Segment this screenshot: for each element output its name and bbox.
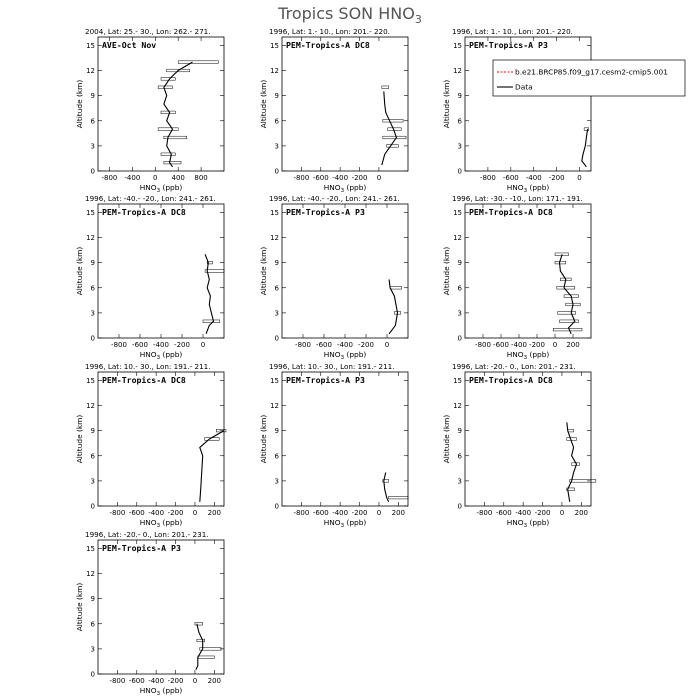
figure-title-subscript: 3 <box>414 13 422 26</box>
x-axis-label <box>507 183 550 194</box>
panels <box>75 27 596 697</box>
y-tick-label: 0 <box>90 334 95 343</box>
y-tick-label: 3 <box>274 142 279 151</box>
range-bar <box>158 128 178 131</box>
panel-caption: PEM-Tropics-A DC8 <box>102 375 186 385</box>
y-tick-label: 6 <box>90 452 95 461</box>
y-tick-label: 12 <box>453 234 462 242</box>
x-tick-label: -600 <box>495 509 512 517</box>
range-bar <box>161 153 175 156</box>
x-tick-label: -200 <box>358 341 374 349</box>
figure-title <box>277 4 422 26</box>
x-axis-label <box>324 350 367 361</box>
y-tick-label: 0 <box>90 670 95 679</box>
x-axis-label-unit: (ppb) <box>527 350 550 359</box>
x-axis-label-unit: (ppb) <box>527 518 550 527</box>
x-tick-label: 0 <box>200 341 206 349</box>
plot-frame <box>282 204 408 338</box>
plot-frame <box>465 372 591 506</box>
x-tick-label: 200 <box>391 509 405 517</box>
y-tick-label: 6 <box>274 117 279 126</box>
x-tick-label: -800 <box>109 509 126 517</box>
y-tick-label: 6 <box>90 620 95 629</box>
range-bar <box>390 286 402 289</box>
panel-header: 1996, Lat: 10.- 30., Lon: 191.- 211. <box>269 362 395 371</box>
panel-header: 1996, Lat: 10.- 30., Lon: 191.- 211. <box>85 362 211 371</box>
x-axis-label-unit: (ppb) <box>344 183 367 192</box>
x-tick-label: -200 <box>351 174 368 182</box>
x-axis-label <box>140 686 183 697</box>
y-tick-label: 9 <box>457 259 462 268</box>
plot-frame <box>98 540 224 674</box>
plot-frame <box>282 372 408 506</box>
y-tick-label: 9 <box>457 427 462 436</box>
x-tick-label: -400 <box>153 341 169 349</box>
y-tick-label: 3 <box>90 645 95 654</box>
x-axis-label-main: HNO <box>323 350 341 359</box>
x-tick-label: -600 <box>493 341 509 349</box>
plot-frame <box>282 37 408 171</box>
legend-data-label: Data <box>515 82 533 92</box>
plot-frame <box>465 37 591 171</box>
x-tick-label: -600 <box>128 677 145 685</box>
y-tick-label: 3 <box>457 477 462 486</box>
x-axis-label-main: HNO <box>139 183 157 192</box>
x-tick-label: -400 <box>515 509 532 517</box>
y-tick-label: 12 <box>270 67 279 75</box>
panel-header: 2004, Lat: 25.- 30., Lon: 262.- 271. <box>85 27 211 36</box>
x-axis-label-subscript: 3 <box>340 523 345 529</box>
panel <box>442 194 591 361</box>
data-line <box>567 422 577 502</box>
y-tick-label: 15 <box>86 208 95 217</box>
x-axis-label-subscript: 3 <box>340 188 345 194</box>
y-tick-label: 12 <box>270 234 279 242</box>
x-axis-label-main: HNO <box>506 518 524 527</box>
x-tick-label: -800 <box>475 341 491 349</box>
panel-caption: PEM-Tropics-A P3 <box>286 375 365 385</box>
y-tick-label: 6 <box>90 117 95 126</box>
x-tick-label: -800 <box>293 509 310 517</box>
x-tick-label: -400 <box>332 174 349 182</box>
y-tick-label: 9 <box>274 427 279 436</box>
y-tick-label: 12 <box>270 402 279 410</box>
y-tick-label: 15 <box>86 41 95 50</box>
y-tick-label: 9 <box>90 595 95 604</box>
panel-caption: PEM-Tropics-A P3 <box>469 40 548 50</box>
x-axis-label-main: HNO <box>323 183 341 192</box>
y-axis-label: Altitude (km) <box>75 79 84 129</box>
x-tick-label: -800 <box>101 174 118 182</box>
range-bar <box>203 320 220 323</box>
panel-caption: AVE-Oct Nov <box>102 40 157 50</box>
x-tick-label: 200 <box>566 341 580 349</box>
range-bar <box>195 622 203 625</box>
x-axis-label <box>140 518 183 529</box>
y-tick-label: 0 <box>90 502 95 511</box>
x-axis-label-subscript: 3 <box>156 691 161 697</box>
x-tick-label: 0 <box>153 174 158 182</box>
y-tick-label: 0 <box>457 502 462 511</box>
x-tick-label: -600 <box>312 174 329 182</box>
range-bar <box>557 286 575 289</box>
x-tick-label: -600 <box>132 341 148 349</box>
x-tick-label: -200 <box>548 174 565 182</box>
y-tick-label: 15 <box>453 208 462 217</box>
y-tick-label: 3 <box>274 477 279 486</box>
x-tick-label: -400 <box>332 509 349 517</box>
y-tick-label: 0 <box>274 502 279 511</box>
panel <box>75 27 224 194</box>
x-tick-label: -400 <box>124 174 141 182</box>
x-axis-label <box>324 518 367 529</box>
range-bar <box>558 312 576 315</box>
y-tick-label: 15 <box>270 376 279 385</box>
panel-caption: PEM-Tropics-A DC8 <box>469 207 553 217</box>
y-tick-label: 0 <box>274 334 279 343</box>
range-bar <box>382 86 389 89</box>
y-tick-label: 12 <box>453 402 462 410</box>
panel-caption: PEM-Tropics-A P3 <box>286 207 365 217</box>
y-axis-label: Altitude (km) <box>442 79 451 129</box>
x-axis-label-subscript: 3 <box>156 188 161 194</box>
y-tick-label: 3 <box>457 309 462 318</box>
range-bar <box>198 656 214 659</box>
y-tick-label: 9 <box>457 92 462 101</box>
x-tick-label: 0 <box>559 509 565 517</box>
data-line <box>582 129 588 167</box>
x-tick-label: -600 <box>502 174 519 182</box>
panel-caption: PEM-Tropics-A DC8 <box>286 40 370 50</box>
y-tick-label: 3 <box>274 309 279 318</box>
x-tick-label: -800 <box>476 509 493 517</box>
y-axis-label: Altitude (km) <box>75 414 84 464</box>
x-tick-label: -200 <box>351 509 368 517</box>
y-tick-label: 15 <box>86 544 95 553</box>
y-tick-label: 15 <box>86 376 95 385</box>
x-tick-label: 0 <box>376 509 382 517</box>
panel <box>75 362 226 529</box>
y-tick-label: 9 <box>274 92 279 101</box>
x-tick-label: -200 <box>167 677 184 685</box>
x-tick-label: 0 <box>376 174 382 182</box>
x-tick-label: -600 <box>128 509 145 517</box>
x-tick-label: 0 <box>552 341 558 349</box>
range-bar <box>560 320 579 323</box>
x-axis-label-main: HNO <box>506 350 524 359</box>
range-bar <box>568 429 574 432</box>
panel-header: 1996, Lat: -40.- -20., Lon: 241.- 261. <box>269 194 400 203</box>
x-tick-label: -200 <box>167 509 184 517</box>
x-tick-label: -400 <box>148 677 165 685</box>
data-line <box>560 254 575 333</box>
x-axis-label <box>507 518 550 529</box>
x-tick-label: -400 <box>148 509 165 517</box>
x-axis-label-subscript: 3 <box>156 355 161 361</box>
y-tick-label: 12 <box>86 234 95 242</box>
x-tick-label: -800 <box>479 174 496 182</box>
x-axis-label-unit: (ppb) <box>160 686 183 695</box>
y-tick-label: 12 <box>86 402 95 410</box>
y-tick-label: 15 <box>270 208 279 217</box>
y-tick-label: 6 <box>457 452 462 461</box>
panel-header: 1996, Lat: 1.- 10., Lon: 201.- 220. <box>269 27 390 36</box>
x-tick-label: -200 <box>174 341 190 349</box>
y-tick-label: 6 <box>90 284 95 293</box>
y-axis-label: Altitude (km) <box>442 246 451 296</box>
range-bar <box>567 438 577 441</box>
x-tick-label: -400 <box>337 341 353 349</box>
x-axis-label-unit: (ppb) <box>527 183 550 192</box>
range-bar <box>553 328 582 331</box>
figure-title-main: Tropics SON HNO <box>278 4 415 23</box>
panel-header: 1996, Lat: -40.- -20., Lon: 241.- 261. <box>85 194 216 203</box>
x-tick-label: 800 <box>194 174 208 182</box>
y-tick-label: 15 <box>453 41 462 50</box>
panel <box>442 27 591 194</box>
x-axis-label-subscript: 3 <box>340 355 345 361</box>
x-tick-label: -200 <box>529 341 545 349</box>
x-axis-label-main: HNO <box>323 518 341 527</box>
panel-header: 1996, Lat: -20.- 0., Lon: 201.- 231. <box>85 530 209 539</box>
x-axis-label <box>324 183 367 194</box>
y-axis-label: Altitude (km) <box>75 582 84 632</box>
x-axis-label-unit: (ppb) <box>160 350 183 359</box>
y-tick-label: 15 <box>270 41 279 50</box>
range-bar <box>387 145 399 148</box>
legend-model-label: b.e21.BRCP85.f09_g17.cesm2-cmip5.001 <box>515 67 668 77</box>
x-tick-label: -600 <box>316 341 332 349</box>
panel-header: 1996, Lat: -30.- -10., Lon: 171.- 191. <box>452 194 583 203</box>
range-bar <box>388 128 402 131</box>
x-axis-label-subscript: 3 <box>156 523 161 529</box>
y-tick-label: 0 <box>457 167 462 176</box>
data-line <box>205 254 213 333</box>
data-line <box>382 91 397 165</box>
y-tick-label: 6 <box>457 284 462 293</box>
plot-frame <box>98 372 224 506</box>
data-line <box>384 473 389 502</box>
x-axis-label-unit: (ppb) <box>160 518 183 527</box>
y-tick-label: 3 <box>90 309 95 318</box>
x-tick-label: 0 <box>577 174 582 182</box>
x-tick-label: -800 <box>293 174 310 182</box>
panel <box>75 530 224 697</box>
x-tick-label: -400 <box>511 341 527 349</box>
panel <box>442 362 596 529</box>
panel-header: 1996, Lat: 1.- 10., Lon: 201.- 220. <box>452 27 573 36</box>
x-axis-label-main: HNO <box>139 350 157 359</box>
x-tick-label: -600 <box>312 509 329 517</box>
data-line <box>200 431 224 502</box>
x-axis-label-subscript: 3 <box>523 355 528 361</box>
panel-caption: PEM-Tropics-A DC8 <box>469 375 553 385</box>
x-axis-label-main: HNO <box>506 183 524 192</box>
x-axis-label-subscript: 3 <box>523 523 528 529</box>
y-axis-label: Altitude (km) <box>442 414 451 464</box>
x-tick-label: 200 <box>207 677 221 685</box>
range-bar <box>197 639 205 642</box>
x-tick-label: 0 <box>384 341 390 349</box>
y-tick-label: 12 <box>86 570 95 578</box>
x-axis-label <box>507 350 550 361</box>
panel <box>75 194 224 361</box>
plot-frame <box>98 37 224 171</box>
range-bar <box>161 78 175 81</box>
range-bar <box>383 136 406 139</box>
y-tick-label: 9 <box>90 92 95 101</box>
range-bar <box>161 111 175 114</box>
range-bar <box>164 161 181 164</box>
y-axis-label: Altitude (km) <box>259 414 268 464</box>
x-tick-label: -200 <box>534 509 551 517</box>
y-tick-label: 6 <box>274 284 279 293</box>
data-line <box>196 624 203 670</box>
range-bar <box>570 480 596 483</box>
y-axis-label: Altitude (km) <box>259 79 268 129</box>
y-tick-label: 6 <box>274 452 279 461</box>
y-tick-label: 3 <box>457 142 462 151</box>
x-axis-label-subscript: 3 <box>523 188 528 194</box>
x-tick-label: -800 <box>295 341 311 349</box>
x-tick-label: -800 <box>109 677 126 685</box>
data-line <box>389 279 397 333</box>
y-tick-label: 3 <box>90 477 95 486</box>
y-axis-label: Altitude (km) <box>75 246 84 296</box>
panel <box>259 362 408 529</box>
y-tick-label: 9 <box>274 259 279 268</box>
x-tick-label: -800 <box>111 341 127 349</box>
plot-frame <box>465 204 591 338</box>
y-tick-label: 6 <box>457 117 462 126</box>
x-tick-label: 200 <box>574 509 588 517</box>
y-tick-label: 3 <box>90 142 95 151</box>
x-axis-label-unit: (ppb) <box>344 350 367 359</box>
panel <box>259 27 408 194</box>
range-bar <box>389 496 408 499</box>
y-tick-label: 0 <box>274 167 279 176</box>
y-tick-label: 0 <box>457 334 462 343</box>
panel <box>259 194 408 361</box>
y-tick-label: 15 <box>453 376 462 385</box>
x-axis-label <box>140 183 183 194</box>
x-axis-label-main: HNO <box>139 518 157 527</box>
y-axis-label: Altitude (km) <box>259 246 268 296</box>
x-axis-label-main: HNO <box>139 686 157 695</box>
y-tick-label: 0 <box>90 167 95 176</box>
panel-header: 1996, Lat: -20.- 0., Lon: 201.- 231. <box>452 362 576 371</box>
x-axis-label-unit: (ppb) <box>160 183 183 192</box>
y-tick-label: 12 <box>86 67 95 75</box>
range-bar <box>158 86 172 89</box>
x-tick-label: 200 <box>207 509 221 517</box>
range-bar <box>555 261 566 264</box>
x-tick-label: 0 <box>192 677 198 685</box>
x-axis-label <box>140 350 183 361</box>
x-tick-label: 400 <box>171 174 185 182</box>
y-tick-label: 9 <box>90 427 95 436</box>
y-tick-label: 12 <box>453 67 462 75</box>
x-tick-label: 0 <box>192 509 198 517</box>
x-tick-label: -400 <box>525 174 542 182</box>
legend <box>493 60 685 96</box>
range-bar <box>383 119 403 122</box>
range-bar <box>178 61 218 64</box>
x-axis-label-unit: (ppb) <box>344 518 367 527</box>
y-tick-label: 9 <box>90 259 95 268</box>
panel-caption: PEM-Tropics-A P3 <box>102 543 181 553</box>
panel-caption: PEM-Tropics-A DC8 <box>102 207 186 217</box>
